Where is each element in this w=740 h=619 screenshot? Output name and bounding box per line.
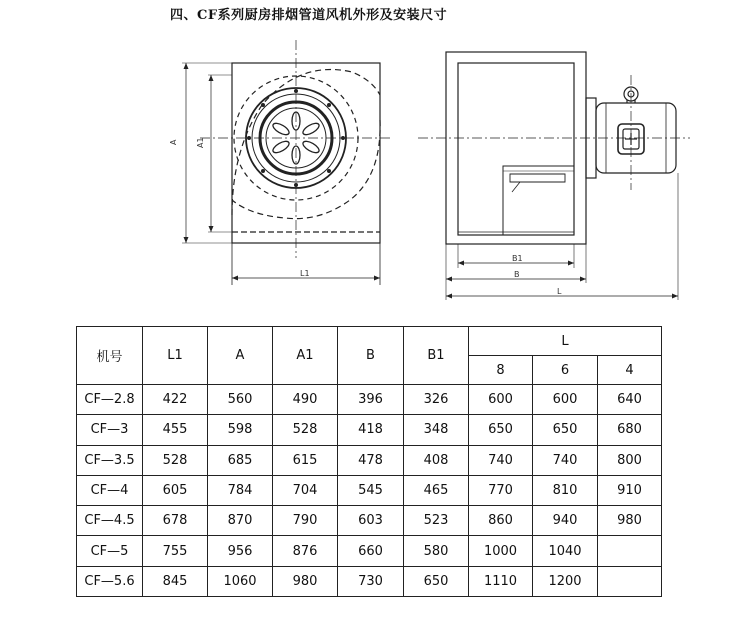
- outlet-opening: [503, 166, 574, 235]
- table-cell: 940: [533, 506, 598, 536]
- table-cell: 860: [469, 506, 533, 536]
- table-cell: 1040: [533, 536, 598, 566]
- table-cell: 784: [208, 475, 273, 505]
- table-cell: 800: [598, 445, 662, 475]
- table-row: [77, 415, 662, 445]
- model-cell: CF—5: [77, 536, 143, 566]
- header-a: A: [208, 327, 273, 385]
- table-body: [77, 385, 662, 597]
- table-cell: 600: [533, 385, 598, 415]
- table-cell: 580: [404, 536, 469, 566]
- header-a1: A1: [273, 327, 338, 385]
- dim-label-l1: L1: [300, 269, 310, 278]
- table-cell: 870: [208, 506, 273, 536]
- header-b: B: [338, 327, 404, 385]
- dim-label-a: A: [169, 139, 178, 145]
- model-cell: CF—2.8: [77, 385, 143, 415]
- table-cell: 348: [404, 415, 469, 445]
- header-l-8: 8: [469, 356, 533, 385]
- table-cell: 1060: [208, 566, 273, 596]
- table-cell: 910: [598, 475, 662, 505]
- table-cell: 418: [338, 415, 404, 445]
- table-cell: 730: [338, 566, 404, 596]
- table-cell: 408: [404, 445, 469, 475]
- table-cell: 545: [338, 475, 404, 505]
- table-row: [77, 385, 662, 415]
- table-cell: 640: [598, 385, 662, 415]
- table-cell: 603: [338, 506, 404, 536]
- table-cell: 660: [338, 536, 404, 566]
- table-cell: 685: [208, 445, 273, 475]
- model-cell: CF—5.6: [77, 566, 143, 596]
- table-cell: [598, 536, 662, 566]
- table-cell: 980: [273, 566, 338, 596]
- table-cell: 755: [143, 536, 208, 566]
- table-cell: 1000: [469, 536, 533, 566]
- header-l: L: [469, 327, 662, 356]
- table-cell: 790: [273, 506, 338, 536]
- table-cell: 478: [338, 445, 404, 475]
- model-cell: CF—4.5: [77, 506, 143, 536]
- header-model: 机号: [77, 327, 143, 385]
- table-cell: 678: [143, 506, 208, 536]
- header-l1: L1: [143, 327, 208, 385]
- model-cell: CF—3.5: [77, 445, 143, 475]
- table-cell: 650: [469, 415, 533, 445]
- model-cell: CF—3: [77, 415, 143, 445]
- table-cell: 876: [273, 536, 338, 566]
- table-cell: 680: [598, 415, 662, 445]
- table-row: [77, 506, 662, 536]
- table-cell: 528: [143, 445, 208, 475]
- table-cell: 600: [469, 385, 533, 415]
- table-cell: 1110: [469, 566, 533, 596]
- table-row: [77, 475, 662, 505]
- table-cell: 770: [469, 475, 533, 505]
- table-row: [77, 445, 662, 475]
- table-cell: 605: [143, 475, 208, 505]
- side-view-housing: [446, 52, 586, 244]
- table-cell: 1200: [533, 566, 598, 596]
- table-cell: 598: [208, 415, 273, 445]
- table-cell: 560: [208, 385, 273, 415]
- table-cell: 980: [598, 506, 662, 536]
- header-l-6: 6: [533, 356, 598, 385]
- table-cell: 326: [404, 385, 469, 415]
- table-cell: 615: [273, 445, 338, 475]
- table-cell: 650: [533, 415, 598, 445]
- table-cell: 455: [143, 415, 208, 445]
- table-cell: 650: [404, 566, 469, 596]
- table-cell: 465: [404, 475, 469, 505]
- table-cell: 490: [273, 385, 338, 415]
- table-cell: 422: [143, 385, 208, 415]
- table-row: [77, 566, 662, 596]
- header-l-4: 4: [598, 356, 662, 385]
- table-cell: 845: [143, 566, 208, 596]
- table-cell: 810: [533, 475, 598, 505]
- dim-label-b1: B1: [512, 254, 523, 263]
- dimension-table: [76, 326, 662, 597]
- header-b1: B1: [404, 327, 469, 385]
- table-cell: 523: [404, 506, 469, 536]
- table-cell: 396: [338, 385, 404, 415]
- dim-label-b: B: [514, 270, 520, 279]
- page-title: 四、CF系列厨房排烟管道风机外形及安装尺寸: [170, 8, 448, 23]
- model-cell: CF—4: [77, 475, 143, 505]
- table-cell: 740: [533, 445, 598, 475]
- table-cell: 740: [469, 445, 533, 475]
- table-cell: [598, 566, 662, 596]
- table-cell: 956: [208, 536, 273, 566]
- dim-label-a1: A1: [196, 137, 205, 148]
- dim-label-l: L: [557, 287, 562, 296]
- table-row: [77, 536, 662, 566]
- table-cell: 704: [273, 475, 338, 505]
- table-cell: 528: [273, 415, 338, 445]
